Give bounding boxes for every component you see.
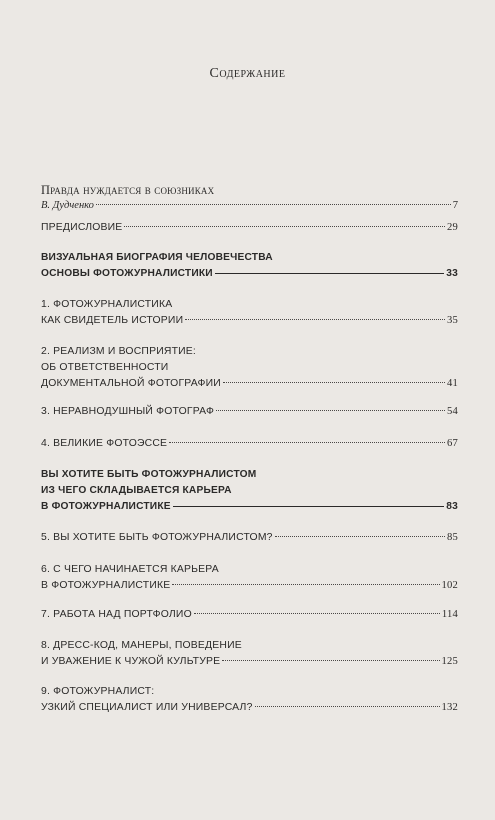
toc-entry-title-line: 9. ФОТОЖУРНАЛИСТ: [41,686,155,697]
dot-leader [215,272,444,274]
toc-page-number: 54 [447,406,458,417]
toc-entry-title-line: ИЗ ЧЕГО СКЛАДЫВАЕТСЯ КАРЬЕРА [41,485,232,496]
toc-entry-title-line: 1. ФОТОЖУРНАЛИСТИКА [41,299,173,310]
toc-chapter-3[interactable] [41,404,458,420]
toc-entry-title: 3. НЕРАВНОДУШНЫЙ ФОТОГРАФ [41,406,215,417]
toc-entry-title: ПРЕДИСЛОВИЕ [41,222,123,233]
dot-leader [124,225,445,227]
toc-entry-title-line: ВЫ ХОТИТЕ БЫТЬ ФОТОЖУРНАЛИСТОМ [41,469,257,480]
toc-chapter-8[interactable] [41,638,458,670]
toc-chapter-7[interactable] [41,607,458,623]
toc-page-number: 114 [441,609,458,620]
toc-chapter-6[interactable] [41,562,458,594]
dot-leader [173,505,445,507]
toc-entry-title-line: ОБ ОТВЕТСТВЕННОСТИ [41,362,169,373]
dot-leader [169,441,445,443]
toc-chapter-5[interactable] [41,530,458,546]
toc-entry-title-line: 2. РЕАЛИЗМ И ВОСПРИЯТИЕ: [41,346,197,357]
dot-leader [216,409,445,411]
dot-leader [255,705,440,707]
toc-page-number: 67 [447,438,458,449]
toc-entry-title: 7. РАБОТА НАД ПОРТФОЛИО [41,609,192,620]
toc-chapter-2[interactable] [41,344,458,392]
dot-leader [172,583,439,585]
toc-page-number: 35 [447,315,458,326]
toc-page-number: 41 [447,378,458,389]
dot-leader [223,381,445,383]
toc-chapter-1[interactable] [41,297,458,329]
toc-entry-title-line: 8. ДРЕСС-КОД, МАНЕРЫ, ПОВЕДЕНИЕ [41,640,242,651]
toc-page-number: 29 [447,222,458,233]
toc-page-number: 83 [446,501,458,512]
toc-entry-preface[interactable] [41,220,458,236]
toc-page-number: 7 [452,200,458,211]
toc-entry-title: Правда нуждается в союзниках [41,183,215,197]
toc-page-number: 85 [447,532,458,543]
toc-entry-title-line: И УВАЖЕНИЕ К ЧУЖОЙ КУЛЬТУРЕ [41,656,221,667]
toc-entry-author: В. Дудченко [41,200,94,211]
toc-entry-title-line: ВИЗУАЛЬНАЯ БИОГРАФИЯ ЧЕЛОВЕЧЕСТВА [41,252,273,263]
dot-leader [222,659,439,661]
toc-entry-title-line: 6. С ЧЕГО НАЧИНАЕТСЯ КАРЬЕРА [41,564,219,575]
toc-entry-title-line: УЗКИЙ СПЕЦИАЛИСТ ИЛИ УНИВЕРСАЛ? [41,702,253,713]
toc-entry-title-line: В ФОТОЖУРНАЛИСТИКЕ [41,580,171,591]
toc-entry-title-line: КАК СВИДЕТЕЛЬ ИСТОРИИ [41,315,184,326]
toc-entry-foreword-dudchenko[interactable] [41,182,458,214]
toc-entry-title-line: ОСНОВЫ ФОТОЖУРНАЛИСТИКИ [41,268,213,279]
dot-leader [185,318,445,320]
toc-entry-title: 4. ВЕЛИКИЕ ФОТОЭССЕ [41,438,168,449]
toc-chapter-9[interactable] [41,684,458,716]
toc-page-number: 33 [446,268,458,279]
toc-page-number: 125 [441,656,458,667]
toc-entry-title-line: В ФОТОЖУРНАЛИСТИКЕ [41,501,171,512]
toc-entry-title-line: ДОКУМЕНТАЛЬНОЙ ФОТОГРАФИИ [41,378,221,389]
toc-page-number: 132 [441,702,458,713]
toc-entry-title: 5. ВЫ ХОТИТЕ БЫТЬ ФОТОЖУРНАЛИСТОМ? [41,532,273,543]
dot-leader [96,203,451,205]
toc-part-1[interactable] [41,250,458,282]
toc-heading: Содержание [209,66,286,81]
toc-part-2[interactable] [41,467,458,515]
toc-page-number: 102 [441,580,458,591]
dot-leader [275,535,445,537]
toc-chapter-4[interactable] [41,436,458,452]
dot-leader [194,612,440,614]
